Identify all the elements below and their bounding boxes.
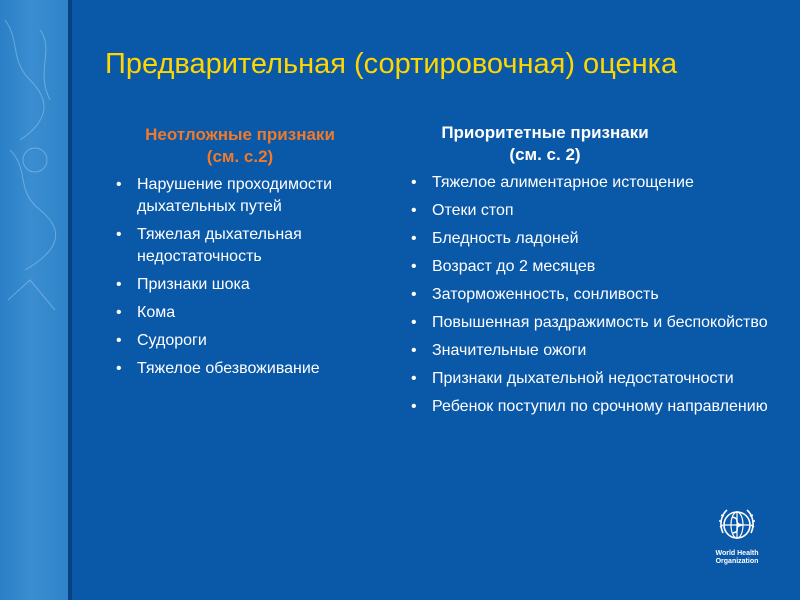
bullet-icon: • <box>116 332 122 349</box>
list-item <box>405 396 785 418</box>
bullet-icon: • <box>411 258 417 275</box>
list-item-text: Возраст до 2 месяцев <box>432 258 596 275</box>
list-item-text: Значительные ожоги <box>432 342 587 359</box>
decorative-side-strip <box>0 0 68 600</box>
urgent-heading-line2: (см. с.2) <box>206 147 274 166</box>
list-item <box>405 312 785 334</box>
list-item <box>110 274 395 296</box>
bullet-icon: • <box>411 314 417 331</box>
bullet-icon: • <box>411 342 417 359</box>
who-logo <box>705 503 769 566</box>
bullet-icon: • <box>116 360 122 377</box>
list-item-text: Тяжелая дыхательная недостаточность <box>137 226 302 265</box>
priority-signs-heading <box>405 122 685 166</box>
decorative-sketch-icon <box>0 0 68 600</box>
list-item <box>110 224 395 268</box>
list-item-text: Ребенок поступил по срочному направлению <box>432 398 768 415</box>
list-item <box>110 174 395 218</box>
list-item-text: Признаки шока <box>137 276 250 293</box>
list-item <box>405 284 785 306</box>
bullet-icon: • <box>411 398 417 415</box>
bullet-icon: • <box>116 176 122 193</box>
list-item <box>110 302 395 324</box>
bullet-icon: • <box>116 304 122 321</box>
urgent-signs-heading <box>110 124 370 168</box>
list-item-text: Повышенная раздражимость и беспокойство <box>432 314 768 331</box>
list-item-text: Заторможенность, сонливость <box>432 286 659 303</box>
list-item <box>405 368 785 390</box>
list-item <box>110 358 395 380</box>
list-item-text: Тяжелое алиментарное истощение <box>432 174 694 191</box>
who-logo-line1: World Health <box>715 550 759 557</box>
list-item <box>405 256 785 278</box>
priority-signs-column <box>405 122 785 424</box>
priority-heading-line2: (см. с. 2) <box>509 145 581 164</box>
list-item-text: Отеки стоп <box>432 202 514 219</box>
who-logo-text <box>705 550 769 566</box>
list-item <box>405 172 785 194</box>
list-item-text: Бледность ладоней <box>432 230 579 247</box>
list-item-text: Кома <box>137 304 176 321</box>
bullet-icon: • <box>116 226 122 243</box>
bullet-icon: • <box>411 202 417 219</box>
list-item <box>405 200 785 222</box>
urgent-signs-column <box>110 124 395 386</box>
vertical-divider <box>68 0 72 600</box>
urgent-heading-line1: Неотложные признаки <box>145 125 335 144</box>
who-emblem-icon <box>715 503 759 547</box>
who-logo-line2: Organization <box>715 558 759 565</box>
bullet-icon: • <box>411 286 417 303</box>
list-item-text: Тяжелое обезвоживание <box>137 360 320 377</box>
urgent-signs-list <box>110 174 395 380</box>
bullet-icon: • <box>411 230 417 247</box>
list-item-text: Нарушение проходимости дыхательных путей <box>137 176 333 215</box>
list-item <box>405 228 785 250</box>
slide-title: Предварительная (сортировочная) оценка <box>105 48 678 80</box>
list-item-text: Признаки дыхательной недостаточности <box>432 370 734 387</box>
bullet-icon: • <box>116 276 122 293</box>
list-item <box>110 330 395 352</box>
list-item <box>405 340 785 362</box>
bullet-icon: • <box>411 370 417 387</box>
bullet-icon: • <box>411 174 417 191</box>
priority-heading-line1: Приоритетные признаки <box>441 123 649 142</box>
priority-signs-list <box>405 172 785 418</box>
list-item-text: Судороги <box>137 332 207 349</box>
